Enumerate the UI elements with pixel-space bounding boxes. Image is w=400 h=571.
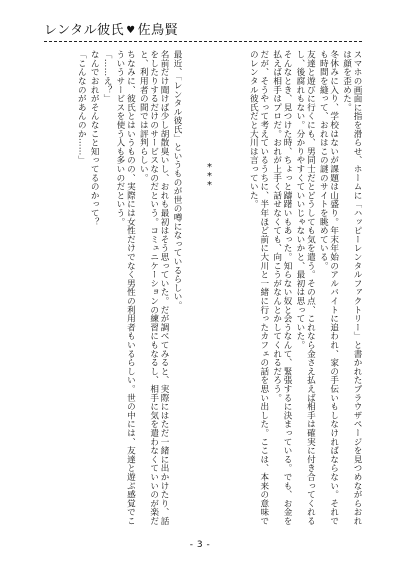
section-break-mark: *** <box>204 161 215 189</box>
series-title: レンタル彼氏 <box>44 23 125 38</box>
paragraph: だが、そうやって考えているうちに、半年ほど前に大川と一緒に行ったカフェの話を思い出した。ここは、本来の意味でのレンタル彼氏だと大川は言っていた。 <box>248 50 269 526</box>
paragraph: 「こんなのがあんのか……」 <box>76 50 87 165</box>
text-block-right <box>207 50 362 530</box>
page-number: - 3 - <box>189 540 211 550</box>
paragraph: ちなみに、彼氏とはいうものの、実際には女性だけでなく男性の利用者もいるらしい。世の中には、友達と遊ぶ感覚でこういうサービスを使う人も多いのだという。 <box>114 50 136 526</box>
paragraph: 友達と遊びに行くにも、男同士だとどうしても気を遣う。その点、これなら金さえ払えば相手は確実に付き合ってくれるし、後腐れもない。分かりやすくていいじゃないかと、最初は思っていた。 <box>294 50 316 526</box>
page-body <box>44 50 362 530</box>
page-header <box>44 22 362 46</box>
paragraph: 名前だけ聞けば少し胡散臭いし、おれも最初はそう思っていた。だが調べてみると、実際にはただ一緒に出かけたり、話をしたりするだけのサービスなのだという。コミュニケーションの練習にもなるし、相手に気を遣わなくていいのが楽だと、利用者の間では評判らしい。 <box>138 50 170 526</box>
heart-icon: ♥ <box>126 25 136 36</box>
header-title <box>44 24 178 38</box>
paragraph: スマホの画面に指を滑らせ、ホームに「ハッピーレンタルファクトリー」と書かれたブラウザページを見つめながらおれは顔を歪めた。 <box>341 50 362 526</box>
text-block-left <box>44 50 182 530</box>
paragraph: 冬休みに入り、学校はないが課題は山盛り。年末年始のアルバイトに追われ、家の手伝いもしなければならない。それでも時間を縫って、おれはこの謎のサイトを眺めている。 <box>318 50 339 526</box>
author-name: 佐鳥賢 <box>137 23 179 38</box>
paragraph: 最近、「レンタル彼氏」というものが世の噂になっているらしい。 <box>172 50 182 310</box>
paragraph: そんなとき、見つけた時、ちょっと躊躇いもあった。知らない奴と会うなんて、緊張するに決まっている。でも、お金を払えば相手はプロだ。おれが上手く話せなくても、向こうがなんとかしてくれるだろう。 <box>271 50 293 526</box>
paragraph: 「……え？」 <box>102 50 113 103</box>
header-divider <box>44 41 362 42</box>
paragraph: なんでおれがそんなこと知ってるのかって？ <box>89 50 100 226</box>
